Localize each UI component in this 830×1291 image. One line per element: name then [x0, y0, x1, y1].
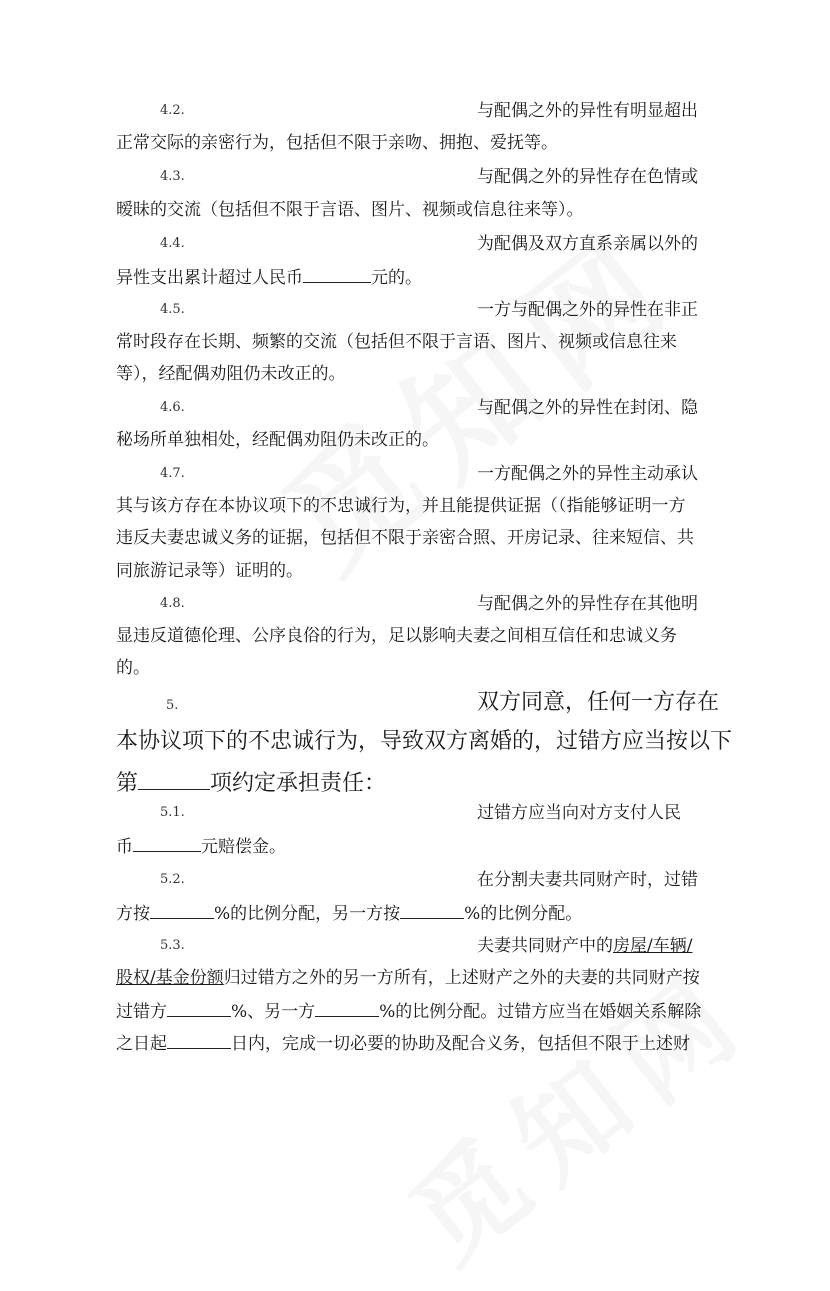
clause-text: [116, 900, 582, 926]
text-part: 元的。: [371, 268, 422, 288]
clause-text: [116, 833, 286, 859]
clause-text: 同旅游记录等）证明的。: [116, 561, 303, 581]
clause-text: 显违反道德伦理、公序良俗的行为，足以影响夫妻之间相互信任和忠诚义务: [116, 626, 677, 646]
clause-lead: 与配偶之外的异性在封闭、隐: [477, 398, 698, 418]
text-part: 夫妻共同财产中的: [477, 936, 613, 956]
text-part: 日内，完成一切必要的协助及配合义务，包括但不限于上述财: [231, 1034, 690, 1054]
clause-lead: 与配偶之外的异性存在色情或: [477, 167, 698, 187]
clause-number: 4.3.: [160, 169, 185, 184]
clause-number: 4.2.: [160, 103, 185, 118]
clause-lead: 与配偶之外的异性有明显超出: [477, 101, 698, 121]
section-lead: 双方同意，任何一方存在: [477, 690, 720, 715]
text-part: 过错方: [116, 1002, 167, 1022]
amount-blank: [303, 264, 371, 283]
amount-blank: [133, 833, 201, 852]
clause-number: 4.4.: [160, 236, 185, 251]
clause-text: 暧昧的交流（包括但不限于言语、图片、视频或信息往来等）。: [116, 200, 584, 220]
section-number: 5.: [166, 698, 179, 713]
underlined-text: 房屋/车辆/: [613, 936, 693, 956]
clause-number: 4.7.: [160, 466, 185, 481]
clause-text: 正常交际的亲密行为，包括但不限于亲吻、拥抱、爱抚等。: [116, 133, 558, 153]
text-part: 第: [116, 771, 139, 796]
underlined-text: 股权/基金份额: [116, 968, 224, 988]
clause-text: [116, 264, 422, 290]
clause-text: [116, 998, 701, 1024]
clause-lead: 过错方应当向对方支付人民: [477, 803, 681, 823]
text-part: %的比例分配。: [464, 904, 583, 924]
clause-number: 5.1.: [160, 805, 185, 820]
percent-blank: [315, 998, 379, 1017]
days-blank: [167, 1030, 231, 1049]
percent-blank: [150, 900, 214, 919]
clause-number: 4.5.: [160, 302, 185, 317]
text-part: %的比例分配。过错方应当在婚姻关系解除: [379, 1002, 702, 1022]
clause-text: 违反夫妻忠诚义务的证据，包括但不限于亲密合照、开房记录、往来短信、共: [116, 528, 694, 548]
clause-text: [116, 1030, 690, 1056]
percent-blank: [400, 900, 464, 919]
clause-lead: 一方配偶之外的异性主动承认: [477, 464, 698, 484]
clause-number: 4.8.: [160, 596, 185, 611]
text-part: 币: [116, 837, 133, 857]
text-part: %、另一方: [231, 1002, 316, 1022]
text-part: 异性支出累计超过人民币: [116, 268, 303, 288]
clause-lead: 一方与配偶之外的异性在非正: [477, 300, 698, 320]
section-text: [116, 765, 386, 799]
clause-text: [116, 966, 700, 990]
clause-lead: 与配偶之外的异性存在其他明: [477, 594, 698, 614]
clause-text: 的。: [116, 658, 150, 678]
clause-lead: 为配偶及双方直系亲属以外的: [477, 234, 698, 254]
percent-blank: [167, 998, 231, 1017]
clause-text: 等），经配偶劝阻仍未改正的。: [116, 364, 346, 384]
clause-lead: 在分割夫妻共同财产时，过错: [477, 870, 698, 890]
clause-text: 其与该方存在本协议项下的不忠诚行为，并且能提供证据（（指能够证明一方: [116, 496, 686, 516]
text-part: %的比例分配，另一方按: [214, 904, 401, 924]
text-part: 项约定承担责任：: [210, 771, 387, 796]
text-part: 元赔偿金。: [201, 837, 286, 857]
text-part: 归过错方之外的另一方所有，上述财产之外的夫妻的共同财产按: [223, 968, 700, 988]
item-blank: [138, 765, 210, 790]
clause-number: 4.6.: [160, 400, 185, 415]
section-text: 本协议项下的不忠诚行为，导致双方离婚的，过错方应当按以下: [116, 729, 733, 754]
clause-number: 5.2.: [160, 872, 185, 887]
text-part: 之日起: [116, 1034, 167, 1054]
clause-text: 秘场所单独相处，经配偶劝阻仍未改正的。: [116, 430, 439, 450]
clause-text: 常时段存在长期、频繁的交流（包括但不限于言语、图片、视频或信息往来: [116, 332, 677, 352]
clause-lead: [477, 934, 692, 958]
text-part: 方按: [116, 904, 150, 924]
clause-number: 5.3.: [160, 938, 185, 953]
